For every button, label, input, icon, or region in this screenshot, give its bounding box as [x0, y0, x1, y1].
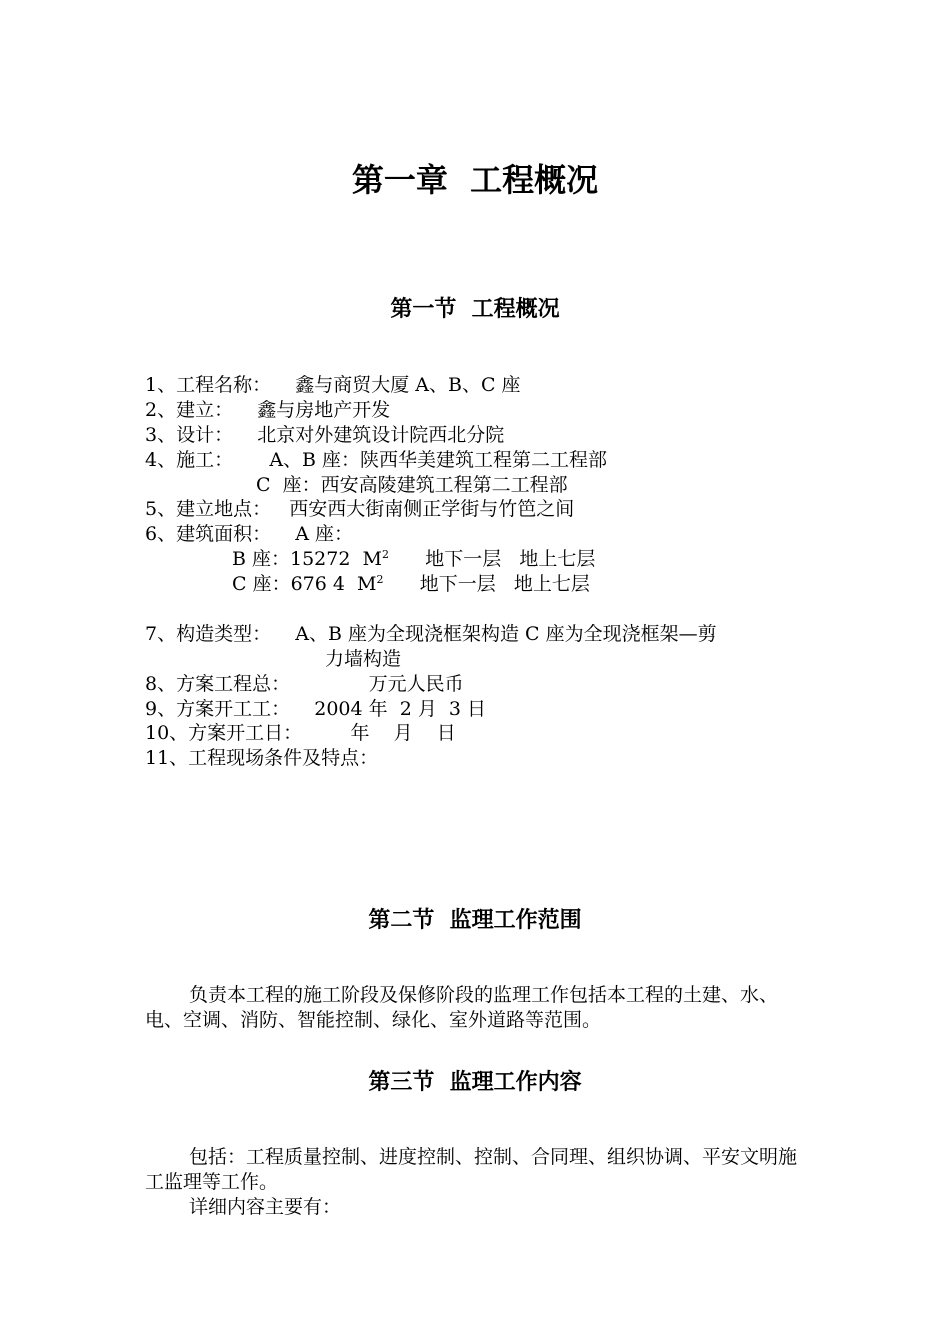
item-project-name: 1、工程名称： 鑫与商贸大厦 A、B、C 座: [145, 374, 521, 396]
area-c-floors: 地下一层 地上七层: [383, 573, 590, 595]
area-b-floors: 地下一层 地上七层: [388, 548, 596, 570]
item-area-c: [232, 572, 590, 596]
item-location: 5、建立地点： 西安西大街南侧正学街与竹笆之间: [145, 498, 575, 520]
item-design: 3、设计： 北京对外建筑设计院西北分院: [145, 424, 505, 446]
item-total: 8、方案工程总： 万元人民币: [145, 673, 464, 695]
item-builder: 2、建立： 鑫与房地产开发: [145, 399, 391, 421]
item-start-date: 10、方案开工日： 年 月 日: [145, 722, 456, 744]
section3-title: 第三节 监理工作内容: [368, 1070, 582, 1095]
item-structure-line1: 7、构造类型： A、B 座为全现浇框架构造 C 座为全现浇框架—剪: [145, 623, 717, 645]
area-b-superscript: 2: [381, 548, 389, 561]
area-c-superscript: 2: [376, 573, 384, 586]
area-c-text: C 座：676 4 M: [232, 573, 377, 595]
item-area-a: 6、建筑面积： A 座：: [145, 523, 354, 545]
section2-title: 第二节 监理工作范围: [368, 908, 582, 933]
section2-paragraph: 负责本工程的施工阶段及保修阶段的监理工作包括本工程的土建、水、电、空调、消防、智能控制、绿化、室外道路等范围。: [145, 984, 779, 1031]
section2-body: [145, 983, 810, 1033]
section3-body: [145, 1145, 810, 1220]
item-structure-line2: 力墙构造: [325, 648, 402, 670]
item-area-b: [232, 547, 595, 571]
item-site: 11、工程现场条件及特点：: [145, 747, 379, 769]
item-construction-c: C 座：西安高陵建筑工程第二工程部: [256, 474, 568, 496]
item-start: 9、方案开工工： 2004 年 2 月 3 日: [145, 698, 487, 720]
section3-detail: 详细内容主要有：: [189, 1196, 342, 1218]
section3-paragraph: 包括：工程质量控制、进度控制、控制、合同理、组织协调、平安文明施工监理等工作。: [145, 1146, 798, 1193]
section1-title: 第一节 工程概况: [390, 297, 560, 322]
chapter-title: 第一章 工程概况: [351, 161, 599, 199]
area-b-text: B 座：15272 M: [232, 548, 382, 570]
item-construction-ab: 4、施工： A、B 座：陕西华美建筑工程第二工程部: [145, 449, 608, 471]
